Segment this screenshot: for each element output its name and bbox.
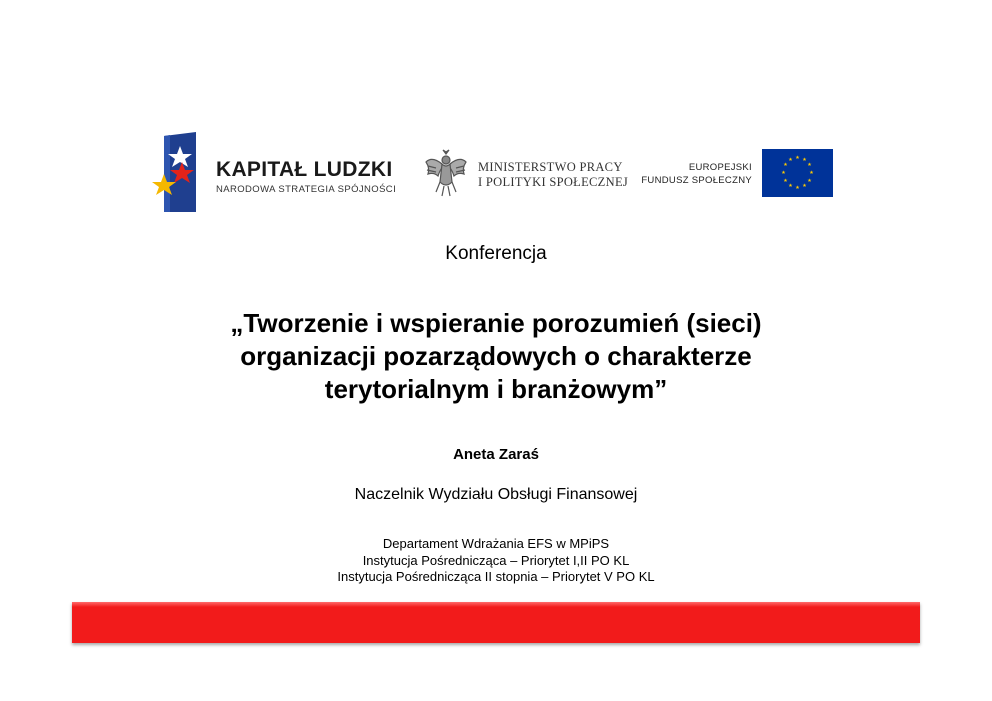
title-line-1: „Tworzenie i wspieranie porozumień (sieci) bbox=[230, 308, 762, 338]
svg-text:★: ★ bbox=[802, 183, 807, 189]
conference-title bbox=[0, 307, 992, 406]
svg-text:★: ★ bbox=[781, 170, 786, 176]
ministry-name-line-2: I POLITYKI SPOŁECZNEJ bbox=[478, 175, 629, 189]
efs-name-line-2: FUNDUSZ SPOŁECZNY bbox=[641, 175, 752, 186]
kapital-ludzki-logo bbox=[150, 132, 410, 214]
affiliation-line-3: Instytucja Pośrednicząca II stopnia – Priorytet V PO KL bbox=[337, 569, 655, 584]
affiliation-line-1: Departament Wdrażania EFS w MPiPS bbox=[382, 536, 610, 551]
speaker-affiliation bbox=[0, 536, 992, 586]
svg-text:★: ★ bbox=[795, 155, 800, 161]
title-line-3: terytorialnym i branżowym” bbox=[324, 374, 668, 404]
eu-flag-icon bbox=[762, 149, 833, 197]
svg-text:★: ★ bbox=[809, 170, 814, 176]
ministry-logo bbox=[424, 148, 629, 200]
svg-text:★: ★ bbox=[788, 157, 793, 163]
svg-text:★: ★ bbox=[783, 162, 788, 168]
kapital-ludzki-stars-icon bbox=[150, 132, 198, 212]
footer-red-band bbox=[72, 602, 920, 643]
svg-text:★: ★ bbox=[802, 157, 807, 163]
conference-label: Konferencja bbox=[445, 243, 547, 264]
polish-eagle-icon bbox=[424, 148, 468, 198]
svg-text:★: ★ bbox=[788, 183, 793, 189]
efs-name-line-1: EUROPEJSKI bbox=[688, 162, 752, 173]
svg-text:★: ★ bbox=[783, 178, 788, 184]
title-line-2: organizacji pozarządowych o charakterze bbox=[240, 341, 752, 371]
speaker-position: Naczelnik Wydziału Obsługi Finansowej bbox=[354, 486, 638, 503]
ministry-name-line-1: MINISTERSTWO PRACY bbox=[478, 160, 623, 174]
affiliation-line-2: Instytucja Pośrednicząca – Priorytet I,II PO KL bbox=[362, 552, 630, 568]
efs-logo bbox=[640, 148, 840, 200]
svg-text:★: ★ bbox=[807, 162, 812, 168]
kapital-ludzki-title: KAPITAŁ LUDZKI bbox=[216, 158, 393, 181]
svg-text:★: ★ bbox=[807, 178, 812, 184]
speaker-name: Aneta Zaraś bbox=[453, 446, 539, 463]
svg-text:★: ★ bbox=[795, 185, 800, 191]
kapital-ludzki-subtitle: NARODOWA STRATEGIA SPÓJNOŚCI bbox=[216, 184, 397, 195]
